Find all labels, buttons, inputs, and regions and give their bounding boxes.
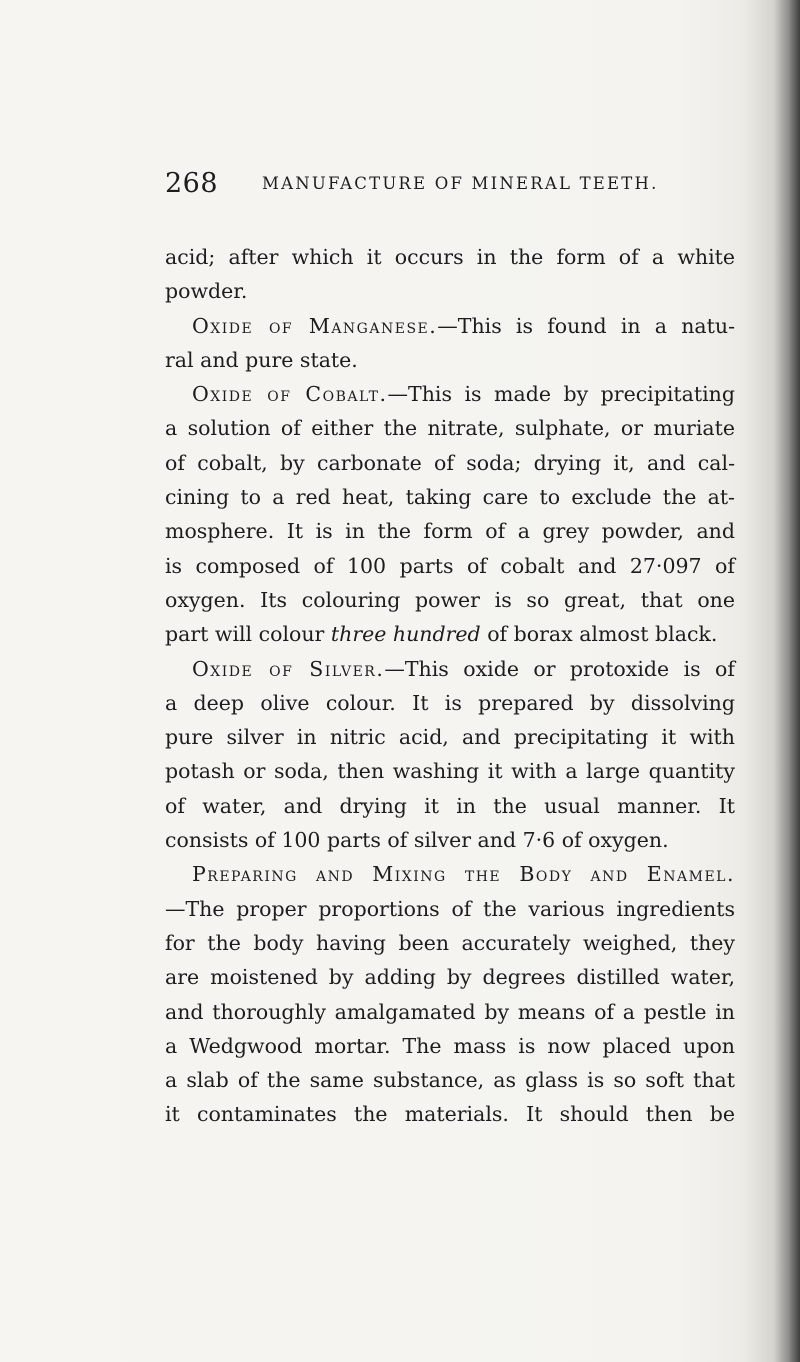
- page-number: 268: [165, 168, 219, 199]
- section-heading-silver: Oxide of Silver.: [192, 656, 385, 681]
- page-header: [165, 168, 735, 208]
- text-line: acid; after which it occurs in the form of a white: [165, 245, 735, 269]
- text-line: a solution of either the nitrate, sulphate, or muriate: [165, 416, 735, 441]
- text-fragment: part will colour: [165, 622, 331, 647]
- text-line: are moistened by adding by degrees distilled water,: [165, 965, 735, 990]
- paragraph-manganese: [165, 309, 735, 343]
- text-line: for the body having been accurately weighed, they: [165, 930, 735, 955]
- text-line: powder.: [165, 279, 248, 304]
- text-line: [165, 617, 735, 651]
- text-line: and thoroughly amalgamated by means of a pestle in: [165, 999, 735, 1024]
- text-line: —The proper proportions of the various ingredients: [165, 896, 735, 921]
- text-line: —This is found in a natu-: [437, 313, 736, 338]
- section-heading-manganese: Oxide of Manganese.: [192, 313, 438, 338]
- text-line: of cobalt, by carbonate of soda; drying it, and cal-: [165, 450, 735, 475]
- text-line: cining to a red heat, taking care to exclude the at-: [165, 485, 735, 510]
- text-line: mosphere. It is in the form of a grey powder, and: [165, 519, 735, 544]
- text-line: —This is made by precipitating: [387, 382, 735, 407]
- text-line: of water, and drying it in the usual manner. It: [165, 793, 735, 818]
- paragraph-silver: [165, 652, 735, 686]
- paragraph-preparing: [165, 857, 735, 891]
- text-line: ral and pure state.: [165, 347, 358, 372]
- page-edge-shadow: [774, 0, 800, 1362]
- text-line: potash or soda, then washing it with a large quantity: [165, 759, 735, 784]
- text-line: it contaminates the materials. It should then be: [165, 1102, 735, 1127]
- text-line: a slab of the same substance, as glass is so soft that: [165, 1068, 735, 1093]
- text-fragment: of borax almost black.: [480, 622, 718, 647]
- text-line: a deep olive colour. It is prepared by dissolving: [165, 690, 735, 715]
- section-heading-preparing: Preparing and Mixing the Body and Enamel.: [192, 862, 735, 887]
- section-heading-cobalt: Oxide of Cobalt.: [192, 382, 388, 407]
- text-line: is composed of 100 parts of cobalt and 27·097 of: [165, 553, 735, 578]
- text-line: —This oxide or protoxide is of: [384, 656, 735, 681]
- text-line: a Wedgwood mortar. The mass is now placed upon: [165, 1033, 735, 1058]
- text-line: consists of 100 parts of silver and 7·6 of oxygen.: [165, 828, 669, 853]
- paragraph-cobalt: [165, 377, 735, 411]
- text-line: oxygen. Its colouring power is so great, that one: [165, 587, 735, 612]
- body-text: [165, 240, 735, 1132]
- emphasis-three-hundred: three hundred: [330, 622, 481, 647]
- text-line: pure silver in nitric acid, and precipitating it with: [165, 725, 735, 750]
- running-head: MANUFACTURE OF MINERAL TEETH.: [262, 174, 659, 193]
